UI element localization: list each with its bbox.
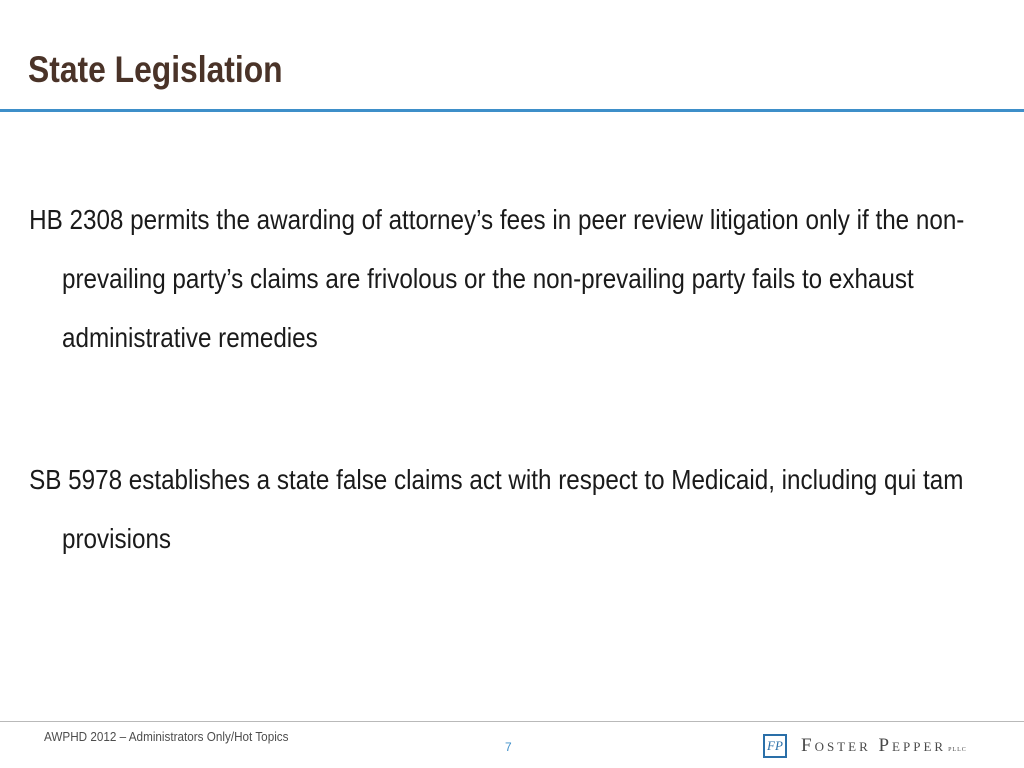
title-divider xyxy=(0,109,1024,112)
logo-suffix: PLLC xyxy=(948,747,967,753)
footer-divider xyxy=(0,721,1024,722)
slide-title: State Legislation xyxy=(28,49,283,90)
page-number: 7 xyxy=(505,740,512,754)
bullet-text: HB 2308 permits the awarding of attorney’s fees in peer review litigation only if the non-prevailing party’s claims are frivolous or the non-prevailing party fails to exhaust administrative remedies xyxy=(29,204,965,353)
footer-text: AWPHD 2012 – Administrators Only/Hot Topics xyxy=(44,729,289,744)
bullet-text: SB 5978 establishes a state false claims act with respect to Medicaid, including qui tam provisions xyxy=(29,464,964,554)
bullet-item xyxy=(29,190,1002,367)
logo-wordmark: Foster Pepper xyxy=(801,735,947,756)
bullet-list xyxy=(29,190,1002,568)
foster-pepper-logo xyxy=(763,731,967,761)
fp-logo-icon: FP xyxy=(763,734,787,758)
bullet-item xyxy=(29,450,1002,568)
